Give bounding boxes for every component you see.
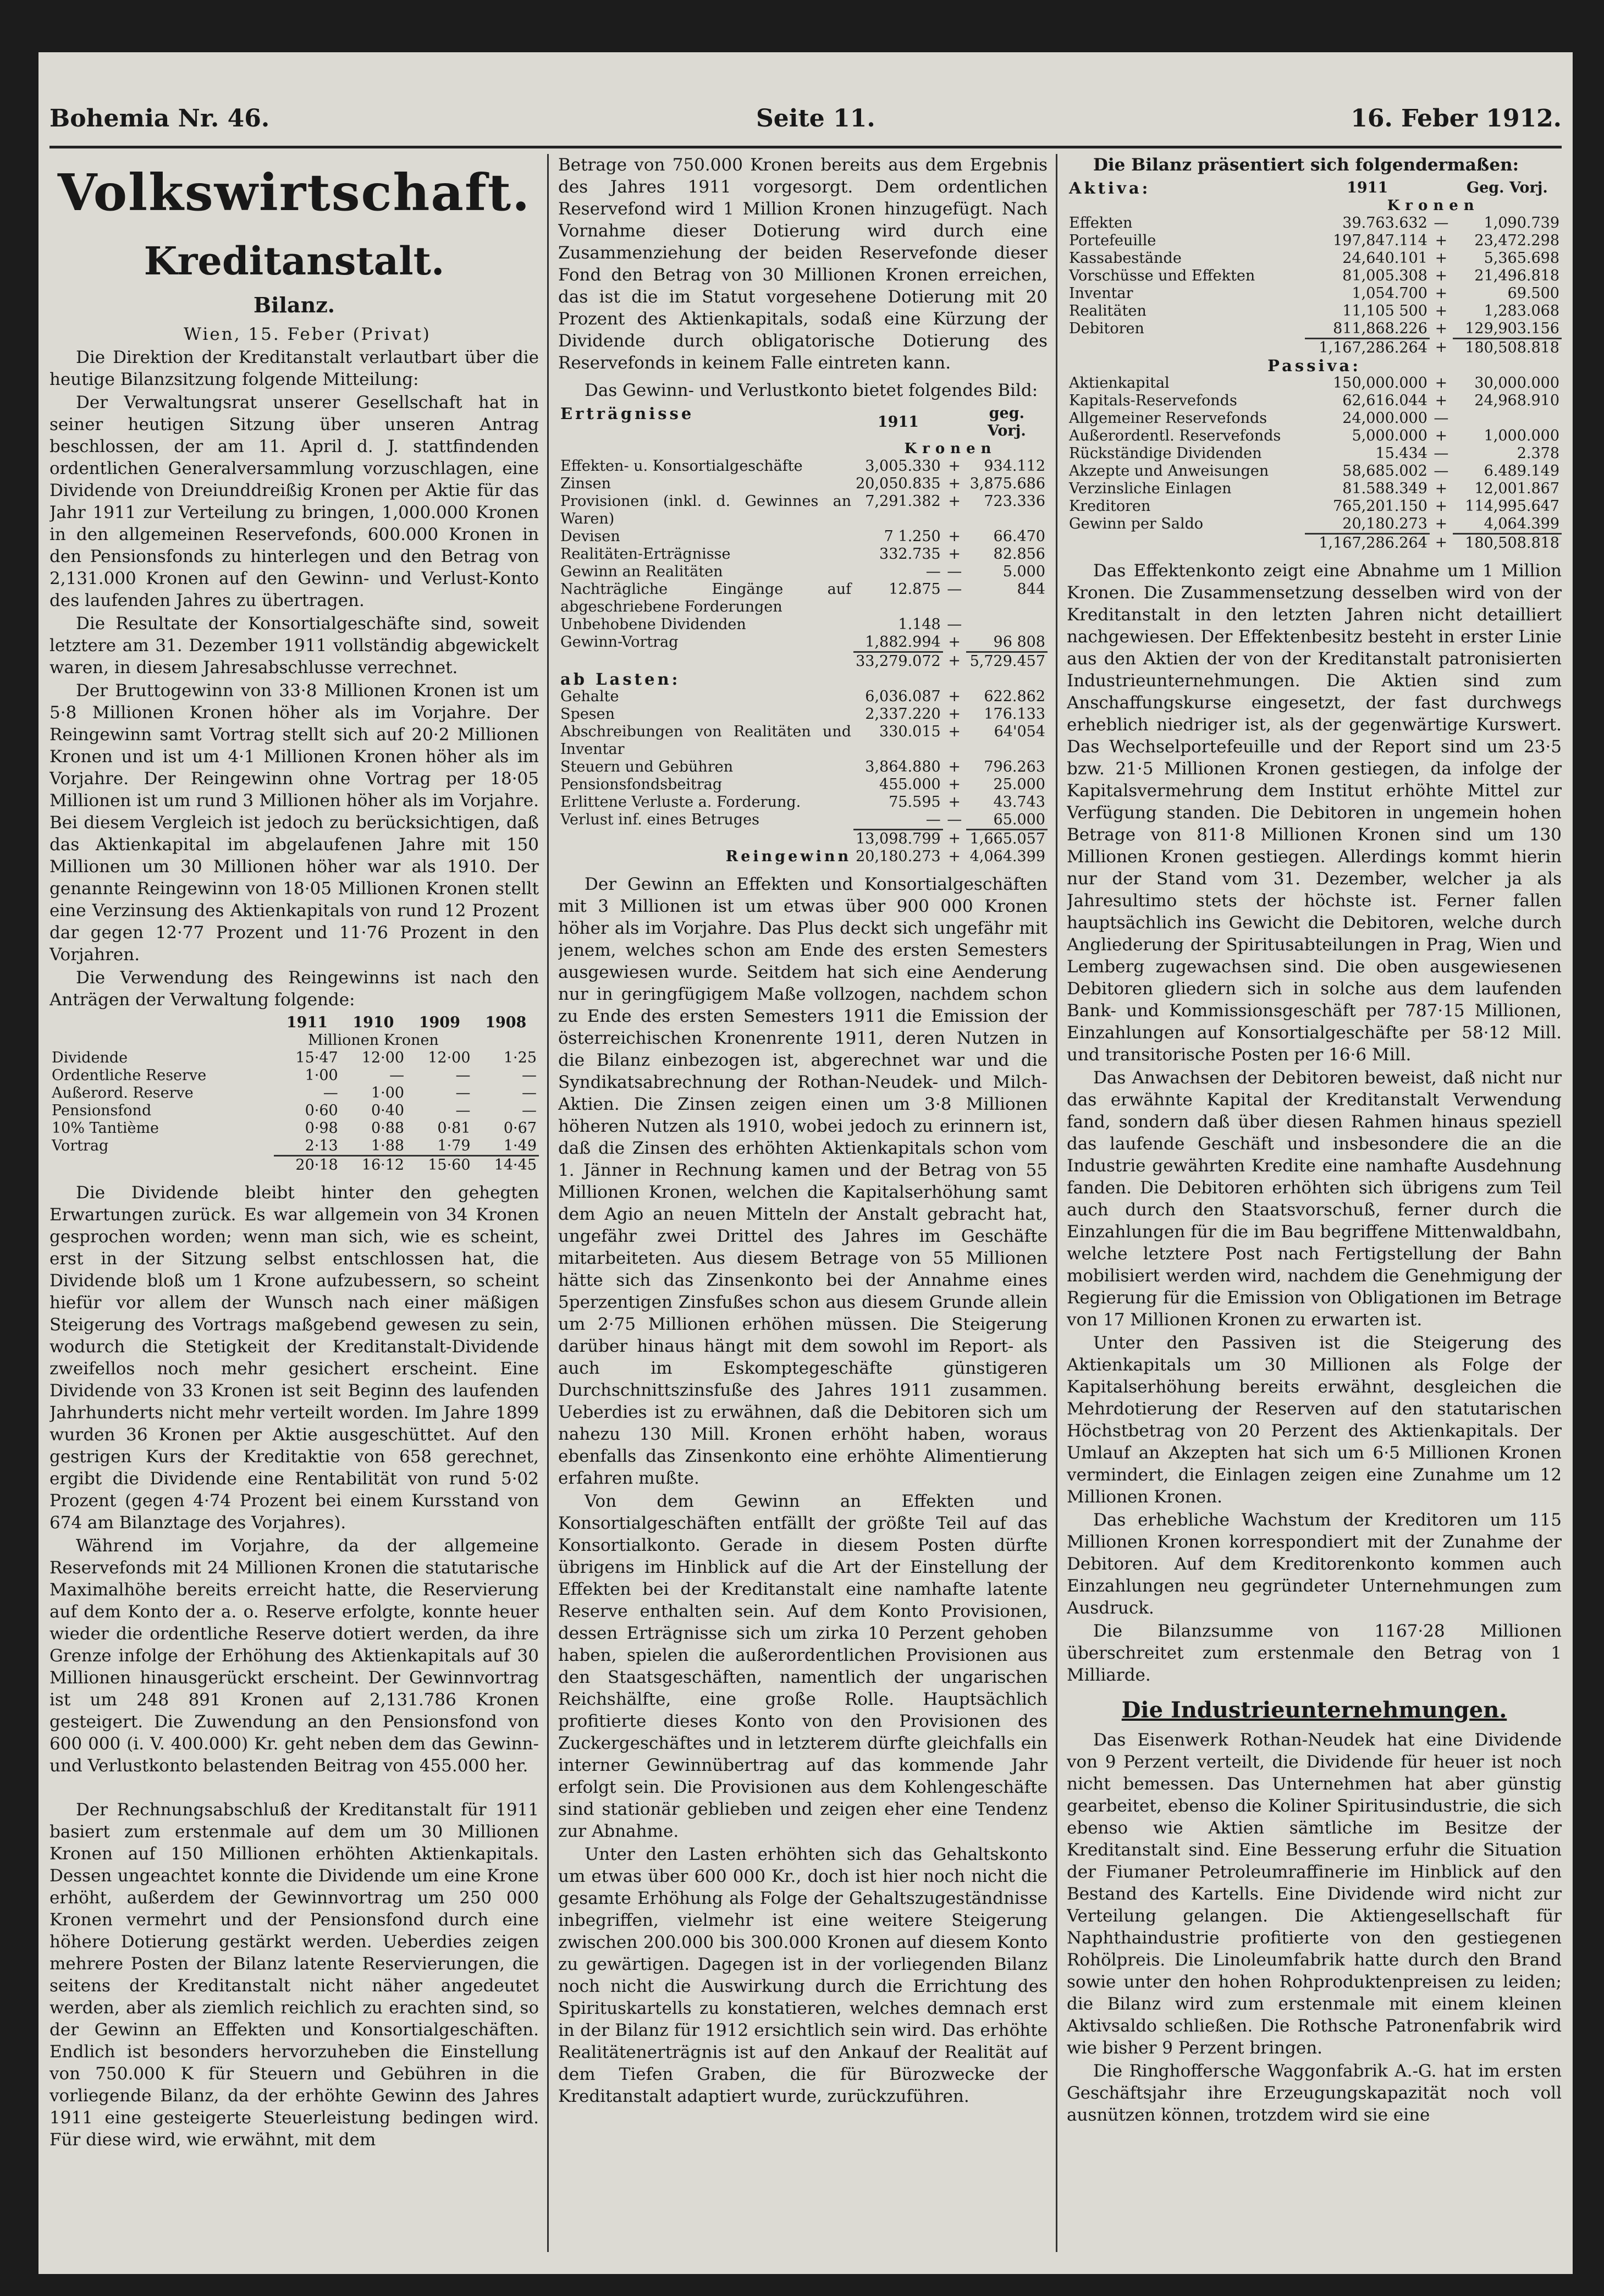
sign-cell: + (948, 776, 961, 793)
table-row (1067, 320, 1562, 339)
value-cell: 0·81 (437, 1120, 471, 1137)
col-header: 1909 (418, 1014, 460, 1031)
table-row (558, 776, 1048, 794)
table-row (1067, 392, 1562, 410)
total-cell: 33,279.072 (853, 652, 943, 671)
value-cell: 81.588.349 (1342, 480, 1427, 497)
table-row (558, 811, 1048, 830)
row-label: 10% Tantième (52, 1120, 159, 1137)
value-cell: — (389, 1067, 405, 1084)
value-cell: 65.000 (993, 811, 1045, 828)
row-label: Erlittene Verluste a. Forderung. (560, 794, 801, 811)
value-cell: 5.000 (1002, 563, 1045, 580)
sign-cell: — (1434, 214, 1449, 232)
col-header: 1908 (485, 1014, 527, 1031)
table-row (49, 1120, 539, 1137)
value-cell: 15·47 (295, 1049, 338, 1066)
page-header (49, 104, 1562, 143)
total-cell: 1,167,286.264 (1305, 534, 1429, 553)
ertraegnisse-label: Erträgnisse (560, 404, 694, 423)
value-cell: 12·00 (361, 1049, 405, 1066)
dateline: Wien, 15. Feber (Privat) (184, 324, 431, 344)
row-label: Vorschüsse und Effekten (1069, 267, 1255, 284)
total-cell: 13,098.799 (853, 830, 943, 849)
row-label: Verzinsliche Einlagen (1069, 480, 1232, 497)
value-cell (966, 616, 1048, 634)
value-cell: 129,903.156 (1465, 320, 1559, 337)
paragraph: Die Ringhoffersche Waggonfabrik A.-G. hat im ersten Geschäftsjahr ihre Erzeugungskapazität noch voll ausnützen können, trotzdem wird sie eine (1067, 2061, 1562, 2125)
sign-cell: + (948, 652, 961, 669)
lasten-label: ab Lasten: (560, 670, 681, 689)
passiva-label: Passiva: (1267, 356, 1361, 375)
value-cell: — (323, 1084, 338, 1102)
value-cell: 21,496.818 (1474, 267, 1559, 284)
value-cell: 3,005.330 (865, 458, 941, 475)
value-cell: 0·88 (371, 1120, 405, 1137)
row-label: Verlust inf. eines Betruges (560, 811, 759, 828)
value-cell: — (925, 811, 941, 828)
value-cell: 11,105 500 (1342, 302, 1427, 320)
value-cell: 3,864.880 (865, 758, 941, 775)
row-label: Pensionsfond (52, 1102, 152, 1119)
value-cell: 1·25 (503, 1049, 537, 1066)
verwendung-table (49, 1014, 539, 1174)
sign-cell: + (1435, 267, 1448, 284)
table-row (1067, 427, 1562, 445)
paragraph: Das Gewinn- und Verlustkonto bietet folgendes Bild: (585, 381, 1038, 400)
paragraph: Das Effektenkonto zeigt eine Abnahme um 1 Million Kronen. Die Zusammensetzung desselben wird von der Kreditanstalt in den letzten Jahren nicht detailliert nachgewiesen. Der Effektenbesitz besteht in erster Linie aus den Aktien der von der Kreditanstalt patronisierten Industrieunternehmungen. Die Aktien sind zum Anschaffungskurse eingesetzt, der fast durchwegs erheblich niedriger ist, als der gegenwärtige Kurswert. Das Wechselportefeuille und der Report sind um 23·5 bzw. 21·5 Millionen Kronen gestiegen, da infolge der Kapitalsvermehrung dem Institut erhöhte Mittel zur Verfügung standen. Die Debitoren in ungemein hohen Betrage von 811·8 Millionen Kronen sind um 130 Millionen Kronen gestiegen. Allerdings kommt hierin nur der Stand vom 31. Dezember, welcher ja als Jahresultimo stets der höchste ist. Ferner fallen hauptsächlich ins Gewicht die Debitoren, welche durch Angliederung der Spiritusabteilungen in Prag, Wien und Lemberg zugewachsen sind. Die oben ausgewiesenen Debitoren gliedern sich in solche aus dem laufenden Bank- und Kommissionsgeschäft per 787·15 Millionen, Einzahlungen auf Konsortialgeschäfte per 58·12 Mill. und transitorische Posten per 16·6 Mill. (1067, 561, 1562, 1065)
table-row (1067, 410, 1562, 427)
paragraph: Die Bilanzsumme von 1167·28 Millionen überschreitet zum erstenmale den Betrag von 1 Milliarde. (1067, 1621, 1562, 1685)
table-row (558, 528, 1048, 546)
value-cell: — (522, 1067, 537, 1084)
value-cell: 24,000.000 (1342, 410, 1427, 427)
sign-cell: — (1434, 410, 1449, 427)
value-cell: 1,283.068 (1484, 302, 1559, 320)
sign-cell: — (947, 563, 962, 580)
row-label: Außerord. Reserve (52, 1084, 194, 1102)
table-row (49, 1067, 539, 1084)
row-label: Dividende (52, 1049, 128, 1066)
sign-cell: + (948, 546, 961, 563)
row-label: Effekten (1069, 214, 1133, 232)
value-cell: 1,054.700 (1352, 285, 1427, 302)
table-row (558, 563, 1048, 581)
value-cell: 330.015 (879, 723, 941, 740)
value-cell: 4,064.399 (1484, 515, 1559, 532)
row-label: Rückständige Dividenden (1069, 445, 1262, 462)
sign-cell: + (1435, 320, 1448, 337)
value-cell: 2.378 (1517, 445, 1559, 462)
industrie-heading: Die Industrieunternehmungen. (1121, 1697, 1507, 1723)
paragraph: Der Gewinn an Effekten und Konsortialgeschäften mit 3 Millionen ist um etwas über 900 000 Kronen höher als im Vorjahre. Das Plus deckt sich ungefähr mit jenem, welches schon am Ende des ersten Semesters ausgewiesen wurde. Seitdem hat sich eine Aenderung nur in geringfügigem Maße vollzogen, nachdem schon zu Ende des ersten Semesters 1911 die Emission der österreichischen Kronenrente 1911, deren Nutzen in die Bilanz einbezogen ist, abgerechnet war und die Syndikatsabrechnung der Rothan-Neudek- und Milch-Aktien. Die Zinsen zeigen einen um 3·8 Millionen höheren Nutzen als 1910, wobei jedoch zu erinnern ist, daß die Zinsen des erhöhten Aktienkapitals schon vom 1. Jänner in Rechnung kamen und der Betrag von 55 Millionen Kronen, welchen die Kapitalserhöhung samt dem Agio an neuen Mitteln der Anstalt gebracht hat, ungefähr zwei Drittel des Jahres im Geschäfte mitarbeiteten. Aus diesem Betrage von 55 Millionen hätte sich das Zinsenkonto bei der Annahme eines 5perzentigen Zinsfußes schon aus diesem Grunde allein um 2·75 Millionen erhöhen müssen. Die Steigerung darüber hinaus hängt mit dem sowohl im Report- als auch im Eskomptegeschäfte günstigeren Durchschnittszinsfuße des Jahres 1911 zusammen. Ueberdies ist zu erwähnen, daß die Debitoren sich um nahezu 130 Mill. Kronen erhöht haben, woraus ebenfalls das Zinsenkonto eine erhöhte Alimentierung erfahren mußte. (558, 874, 1048, 1488)
value-cell: 3,875.686 (969, 475, 1045, 492)
row-label: Vortrag (52, 1137, 109, 1154)
total-cell: 1,167,286.264 (1305, 339, 1429, 357)
row-label: Unbehobene Dividenden (560, 616, 746, 633)
unit-label: Kronen (1387, 197, 1480, 214)
table-row (1067, 285, 1562, 302)
reingewinn-label: Reingewinn (725, 848, 852, 865)
table-row (558, 723, 1048, 758)
paragraph: Unter den Passiven ist die Steigerung des Aktienkapitals um 30 Millionen als Folge der Kapitalserhöhung bereits erwähnt, desgleichen die Mehrdotierung der Reserven auf den statutarischen Höchstbetrag von 20 Perzent des Aktienkapitals. Der Umlauf an Akzepten hat sich um 6·5 Millionen Kronen vermindert, die Einlagen zeigen eine Zunahme um 12 Millionen Kronen. (1067, 1333, 1562, 1507)
value-cell: 455.000 (879, 776, 941, 793)
value-cell: 934.112 (984, 458, 1045, 475)
value-cell: 0·67 (503, 1120, 537, 1137)
column-2 (558, 154, 1048, 2258)
sign-cell: + (1435, 285, 1448, 302)
newspaper-page (38, 52, 1573, 2274)
row-label: Inventar (1069, 285, 1133, 302)
value-cell: 811,868.226 (1333, 320, 1427, 337)
sign-cell: + (948, 634, 961, 651)
value-cell: 5,000.000 (1352, 427, 1427, 444)
value-cell: — (455, 1067, 471, 1084)
value-cell: 723.336 (984, 493, 1045, 510)
value-cell: 15.434 (1375, 445, 1427, 462)
value-cell: 64'054 (994, 723, 1045, 740)
row-label: Portefeuille (1069, 232, 1156, 249)
sign-cell: + (1435, 427, 1448, 444)
column-3 (1067, 154, 1562, 2258)
paragraph: Die Bilanz präsentiert sich folgendermaßen: (1093, 155, 1519, 175)
paragraph: Der Rechnungsabschluß der Kreditanstalt für 1911 basiert zum erstenmale auf dem um 30 Millionen Kronen auf 150 Millionen erhöhten Aktienkapitals. Dessen ungeachtet konnte die Dividende um eine Krone erhöht, außerdem der Gewinnvortrag um 250 000 Kronen vermehrt und der Pensionsfond durch eine höhere Dotierung gestärkt werden. Ueberdies zeigen mehrere Posten der Bilanz latente Reservierungen, die seitens der Kreditanstalt nicht näher angedeutet werden, aber als ziemlich reichlich zu erachten sind, so der Gewinn an Effekten und Konsortialgeschäften. Endlich ist besonders hervorzuheben die Einstellung von 750.000 K für Steuern und Gebühren in die vorliegende Bilanz, da der erhöhte Gewinn des Jahres 1911 eine gesteigerte Steuerleistung bedingen wird. Für diese wird, wie erwähnt, mit dem (49, 1800, 539, 2150)
value-cell: 1·00 (371, 1084, 405, 1102)
table-row (1067, 302, 1562, 320)
table-row (1067, 214, 1562, 232)
value-cell: 1.148 (898, 616, 941, 633)
sign-cell: — (947, 616, 962, 633)
table-row (49, 1137, 539, 1156)
value-cell: 30,000.000 (1474, 375, 1559, 392)
table-row (558, 706, 1048, 723)
header-page-number: Seite 11. (756, 104, 875, 133)
col-header: geg. Vorj. (987, 405, 1026, 439)
table-row (1067, 445, 1562, 462)
value-cell: — (455, 1102, 471, 1119)
table-row (558, 475, 1048, 493)
value-cell: 622.862 (984, 688, 1045, 705)
value-cell: — (925, 563, 941, 580)
table-row (558, 458, 1048, 475)
table-row (558, 546, 1048, 563)
paragraph: Die Verwendung des Reingewinns ist nach den Anträgen der Verwaltung folgende: (49, 968, 539, 1010)
value-cell: 25.000 (993, 776, 1045, 793)
table-row (49, 1084, 539, 1102)
value-cell: 82.856 (993, 546, 1045, 563)
paragraph: Das Anwachsen der Debitoren beweist, daß nicht nur das erwähnte Kapital der Kreditanstalt Verwendung fand, sondern daß über diesen Rahmen hinaus speziell das laufende Geschäft und insbesondere die an die Industrie gewährten Kredite eine namhafte Ausdehnung fanden. Die Debitoren erhöhten sich übrigens zum Teil auch durch den Staatsvorschuß, ferner durch die Einzahlungen für die im Bau begriffene Mittenwaldbahn, welche letztere Post nach Fertigstellung der Bahn mobilisiert werden wird, nachdem die Genehmigung der Regierung für die Emission von Obligationen im Betrage von 17 Millionen Kronen zu erwarten ist. (1067, 1068, 1562, 1330)
column-divider (1056, 154, 1057, 2252)
sign-cell: + (948, 848, 961, 865)
paragraph: Der Bruttogewinn von 33·8 Millionen Kronen ist um 5·8 Millionen Kronen höher als im Vorjahre. Der Reingewinn samt Vortrag stellt sich auf 20·2 Millionen Kronen und ist um 4·1 Millionen Kronen höher als im Vorjahre. Der Reingewinn ohne Vortrag per 18·05 Millionen ist um rund 3 Millionen höher als im Vorjahre. Bei diesem Vergleich ist jedoch zu berücksichtigen, daß das Aktienkapital im abgelaufenen Jahre mit 150 Millionen um 30 Millionen höher war als 1910. Der genannte Reingewinn von 18·05 Millionen Kronen stellt eine Verzinsung des Aktienkapitals von rund 12 Prozent dar gegen 12·77 Prozent und 11·76 Prozent in den Vorjahren. (49, 681, 539, 965)
total-cell: 14·45 (473, 1156, 539, 1175)
row-label: Aktienkapital (1069, 375, 1170, 392)
total-cell: 15·60 (406, 1156, 472, 1175)
sign-cell: + (1435, 533, 1448, 551)
paragraph: Der Verwaltungsrat unserer Gesellschaft hat in seiner heutigen Sitzung über unseren Antrag beschlossen, der am 11. April d. J. stattfindenden ordentlichen Generalversammlung vorzuschlagen, eine Dividende von Dreiunddreißig Kronen per Aktie für das Jahr 1911 zur Verteilung zu bringen, 1,000.000 Kronen in den allgemeinen Reservefonds, 600.000 Kronen in den Pensionsfonds zu hinterlegen und den Betrag von 2,131.000 Kronen auf den Gewinn- und Verlust-Konto des laufenden Jahres zu übertragen. (49, 393, 539, 610)
paragraph: Das Eisenwerk Rothan-Neudek hat eine Dividende von 9 Perzent verteilt, die Dividende für heuer ist noch nicht bemessen. Das Unternehmen hat aber günstig gearbeitet, ebenso die Koliner Spiritusindustrie, die sich ebenso wie Aktien sämtliche im Besitze der Kreditanstalt sind. Eine Besserung erfuhr die Situation der Fiumaner Petroleumraffinerie im Hinblick auf den Bestand des Kartells. Eine Dividende wird nicht zur Verteilung gelangen. Die Aktiengesellschaft für Naphthaindustrie profitierte von den gestiegenen Rohölpreis. Die Linoleumfabrik hatte durch den Brand sowie unter den hohen Rohproduktenpreisen zu leiden; die Bilanz wird zum erstenmale mit einem kleinen Aktivsaldo schließen. Die Rothsche Patronenfabrik wird wie bisher 9 Perzent bringen. (1067, 1730, 1562, 2058)
header-date: 16. Feber 1912. (1351, 104, 1562, 133)
sign-cell: + (948, 528, 961, 545)
value-cell: 39.763.632 (1342, 214, 1427, 232)
value-cell: 12,001.867 (1474, 480, 1559, 497)
sign-cell: — (947, 811, 962, 828)
row-label: Devisen (560, 528, 620, 545)
row-label: Außerordentl. Reservefonds (1069, 427, 1281, 444)
sign-cell: + (948, 706, 961, 723)
value-cell: 765,201.150 (1333, 498, 1427, 515)
row-label: Allgemeiner Reservefonds (1069, 410, 1267, 427)
row-label: Gewinn per Saldo (1069, 515, 1204, 532)
row-label: Provisionen (inkl. d. Gewinnes an Waren) (560, 493, 852, 527)
value-cell: — (455, 1084, 471, 1102)
value-cell: 1,882.994 (865, 634, 941, 651)
value-cell: 2,337.220 (865, 706, 941, 723)
value-cell: 7 1.250 (884, 528, 941, 545)
row-label: Realitäten-Erträgnisse (560, 546, 731, 563)
sign-cell: — (1434, 462, 1449, 480)
row-label: Gewinn an Realitäten (560, 563, 723, 580)
paragraph: Das erhebliche Wachstum der Kreditoren um 115 Millionen Kronen korrespondiert mit der Zunahme der Debitoren. Auf dem Kreditorenkonto kommen auch Einzahlungen neu gegründeter Unternehmungen zum Ausdruck. (1067, 1510, 1562, 1618)
table-row (49, 1102, 539, 1120)
value-cell (1453, 410, 1562, 427)
table-row (1067, 498, 1562, 515)
column-divider (547, 154, 549, 2252)
value-cell: 332.735 (879, 546, 941, 563)
table-row (1067, 375, 1562, 392)
value-cell: 1·49 (503, 1137, 537, 1154)
col-header: Geg. Vorj. (1467, 179, 1548, 196)
value-cell: 20,050.835 (856, 475, 941, 492)
paragraph: Während im Vorjahre, da der allgemeine Reservefonds mit 24 Millionen Kronen die statutarische Maximalhöhe bereits erreicht hatte, die Reservierung auf dem Konto der a. o. Reserve erfolgte, konnte heuer wieder die ordentliche Reserve dotiert werden, da ihre Grenze infolge der Erhöhung des Aktienkapitals auf 30 Millionen hinausgerückt erscheint. Der Gewinnvortrag ist um 248 891 Kronen auf 2,131.786 Kronen gesteigert. Die Zuwendung an den Pensionsfond von 600 000 (i. V. 400.000) Kr. geht neben dem das Gewinn- und Verlustkonto belastenden Beitrag von 455.000 her. (49, 1536, 539, 1776)
sign-cell: + (948, 493, 961, 510)
value-cell: 0·40 (371, 1102, 405, 1119)
value-cell: 114,995.647 (1465, 498, 1559, 515)
header-issue: Bohemia Nr. 46. (49, 104, 270, 133)
table-row (1067, 232, 1562, 250)
value-cell: 96 808 (993, 634, 1045, 651)
paragraph: Die Direktion der Kreditanstalt verlautbart über die heutige Bilanzsitzung folgende Mitteilung: (49, 348, 539, 389)
reingewinn-value: 20,180.273 (856, 848, 941, 865)
sign-cell: + (948, 758, 961, 775)
sign-cell: + (948, 829, 961, 847)
article-subtitle: Bilanz. (253, 293, 335, 317)
row-label: Kapitals-Reservefonds (1069, 392, 1237, 409)
value-cell: 0·60 (305, 1102, 338, 1119)
table-row (558, 688, 1048, 706)
table-row (1067, 462, 1562, 480)
paragraph: Die Dividende bleibt hinter den gehegten Erwartungen zurück. Es war allgemein von 34 Kronen gesprochen worden; wenn man sich, wie es scheint, erst in der Sitzung selbst entschlossen hat, die Dividende bloß um 1 Krone aufzubessern, so scheint hiefür vor allem der Wunsch nach einer mäßigen Steigerung des Vortrags maßgebend gewesen zu sein, wodurch die Stetigkeit der Kreditanstalt-Dividende zweifellos noch mehr gesichert erscheint. Eine Dividende von 33 Kronen ist seit Beginn des laufenden Jahrhunderts nicht mehr verteilt worden. Im Jahre 1899 wurden 36 Kronen per Aktie ausgeschüttet. Auf den gestrigen Kurs der Kreditaktie von 658 gerechnet, ergibt die Dividende eine Rentabilität von rund 5·02 Prozent (gegen 4·74 Prozent bei einem Kursstand von 674 am Bilanztage des Vorjahres). (49, 1183, 539, 1533)
row-label: Gehalte (560, 688, 619, 705)
sign-cell: + (1435, 498, 1448, 515)
table-row (558, 616, 1048, 634)
col-header: 1911 (1347, 179, 1388, 196)
value-cell: 6,036.087 (865, 688, 941, 705)
sign-cell: + (1435, 232, 1448, 249)
table-row (1067, 250, 1562, 267)
total-cell: 180,508.818 (1453, 534, 1562, 553)
value-cell: 1·88 (371, 1137, 405, 1154)
row-label: Kreditoren (1069, 498, 1151, 515)
value-cell: 796.263 (984, 758, 1045, 775)
table-row (558, 758, 1048, 776)
row-label: Gewinn-Vortrag (560, 634, 679, 651)
sign-cell: + (1435, 480, 1448, 497)
sign-cell: + (1435, 375, 1448, 392)
value-cell: 7,291.382 (865, 493, 941, 510)
paragraph: Betrage von 750.000 Kronen bereits aus dem Ergebnis des Jahres 1911 vorgesorgt. Dem ordentlichen Reservefond wird 1 Million Kronen hinzugefügt. Nach Vornahme dieser Dotierung wird durch eine Zusammenziehung der beiden Reservefonde dieser Fond den Betrag von 30 Millionen Kronen erreichen, das ist die im Statut vorgesehene Dotierung mit 20 Prozent des Aktienkapitals, sodaß eine Kürzung der Dividende durch obligatorische Dotierung des Reservefonds in keinem Falle eintreten kann. (558, 155, 1048, 373)
table-row (558, 581, 1048, 616)
sign-cell: + (1435, 302, 1448, 320)
value-cell: 150,000.000 (1333, 375, 1427, 392)
value-cell: 2·13 (305, 1137, 338, 1154)
value-cell: 69.500 (1507, 285, 1559, 302)
col-header: 1910 (352, 1014, 394, 1031)
row-label: Ordentliche Reserve (52, 1067, 207, 1084)
table-row (558, 794, 1048, 811)
row-label: Abschreibungen von Realitäten und Inventar (560, 723, 852, 758)
sign-cell: — (947, 581, 962, 598)
article-title: Kreditanstalt. (144, 238, 445, 284)
row-label: Steuern und Gebühren (560, 758, 734, 775)
row-label: Zinsen (560, 475, 611, 492)
row-label: Effekten- u. Konsortialgeschäfte (560, 458, 803, 475)
section-title: Volkswirtschaft. (57, 163, 531, 222)
value-cell: 58,685.002 (1342, 462, 1427, 480)
table-row (1067, 267, 1562, 285)
header-rule (49, 146, 1562, 148)
total-cell: 16·12 (340, 1156, 406, 1175)
unit-label: Kronen (904, 441, 997, 457)
row-label: Debitoren (1069, 320, 1144, 337)
value-cell: 1·79 (437, 1137, 471, 1154)
total-cell: 180,508.818 (1453, 339, 1562, 357)
unit-label: Millionen Kronen (307, 1032, 439, 1049)
value-cell: 5,365.698 (1484, 250, 1559, 267)
bilanz-table (1067, 179, 1562, 552)
value-cell: 43.743 (993, 794, 1045, 811)
gewinn-verlust-table (558, 405, 1048, 866)
value-cell: 24,968.910 (1474, 392, 1559, 409)
row-label: Nachträgliche Eingänge auf abgeschriebene Forderungen (560, 581, 852, 615)
value-cell: 23,472.298 (1474, 232, 1559, 249)
row-label: Realitäten (1069, 302, 1146, 320)
value-cell: 66.470 (993, 528, 1045, 545)
sign-cell: + (948, 794, 961, 811)
sign-cell: + (1435, 250, 1448, 267)
row-label: Pensionsfondsbeitrag (560, 776, 723, 793)
value-cell: 75.595 (889, 794, 941, 811)
sign-cell: + (1435, 392, 1448, 409)
table-row (1067, 480, 1562, 498)
value-cell: 176.133 (984, 706, 1045, 723)
total-cell: 5,729.457 (966, 652, 1048, 671)
total-cell: 20·18 (274, 1156, 340, 1175)
total-cell: 1,665.057 (966, 830, 1048, 849)
aktiva-label: Aktiva: (1069, 179, 1151, 197)
value-cell: — (522, 1102, 537, 1119)
value-cell: 1·00 (305, 1067, 338, 1084)
col-header: 1911 (286, 1014, 328, 1031)
value-cell: 1,000.000 (1484, 427, 1559, 444)
value-cell: 20,180.273 (1342, 515, 1427, 532)
paragraph: Unter den Lasten erhöhten sich das Gehaltskonto um etwas über 600 000 Kr., doch ist hier noch nicht die gesamte Erhöhung als Folge der Gehaltszugeständnisse inbegriffen, vielmehr ist eine weitere Steigerung zwischen 200.000 bis 300.000 Kronen auf diesem Konto zu gewärtigen. Dagegen ist in der vorliegenden Bilanz noch nicht die Auswirkung durch die Errichtung des Spirituskartells zu konstatieren, welches demnach erst in der Bilanz für 1912 ersichtlich sein wird. Das erhöhte Realitätenerträgnis ist auf den Ankauf der Realität auf dem Tiefen Graben, die für Bürozwecke der Kreditanstalt adaptiert wurde, zurückzuführen. (558, 1844, 1048, 2106)
value-cell: 24,640.101 (1342, 250, 1427, 267)
row-label: Akzepte und Anweisungen (1069, 462, 1269, 480)
table-row (558, 634, 1048, 652)
col-header: 1911 (877, 414, 919, 431)
value-cell: 197,847.114 (1333, 232, 1427, 249)
reingewinn-change: 4,064.399 (969, 848, 1045, 865)
table-row (49, 1049, 539, 1067)
value-cell: — (522, 1084, 537, 1102)
table-row (1067, 515, 1562, 534)
value-cell: 844 (1017, 581, 1045, 598)
paragraph: Die Resultate der Konsortialgeschäfte sind, soweit letztere am 31. Dezember 1911 vollständig abgewickelt waren, in diesem Jahresabschlusse verrechnet. (49, 614, 539, 678)
column-1 (49, 154, 539, 2258)
value-cell: 62,616.044 (1342, 392, 1427, 409)
value-cell: 0·98 (305, 1120, 338, 1137)
table-row (558, 493, 1048, 528)
sign-cell: + (948, 688, 961, 705)
value-cell: 12.875 (889, 581, 941, 598)
value-cell: 81,005.308 (1342, 267, 1427, 284)
sign-cell: + (948, 458, 961, 475)
paragraph: Von dem Gewinn an Effekten und Konsortialgeschäften entfällt der größte Teil auf das Konsortialkonto. Gerade in diesem Posten dürfte übrigens im Hinblick auf die Art der Einstellung der Effekten bei der Kreditanstalt eine namhafte latente Reserve enthalten sein. Auf dem Konto Provisionen, dessen Erträgnisse sich um zirka 10 Perzent gehoben haben, spielen die außerordentlichen Provisionen aus den Staatsgeschäften, namentlich der ungarischen Reichshälfte, eine große Rolle. Hauptsächlich profitierte dieses Konto von den Provisionen des Zuckergeschäftes und in letzterem dürfte gleichfalls ein interner Gewinnübertrag auf das kommende Jahr erfolgt sein. Die Provisionen aus dem Kohlengeschäfte sind stationär geblieben und zeigen eher eine Tendenz zur Abnahme. (558, 1491, 1048, 1841)
sign-cell: — (1434, 445, 1449, 462)
value-cell: 1,090.739 (1484, 214, 1559, 232)
sign-cell: + (948, 723, 961, 740)
sign-cell: + (1435, 515, 1448, 532)
row-label: Kassabestände (1069, 250, 1182, 267)
sign-cell: + (948, 475, 961, 492)
value-cell: 6.489.149 (1484, 462, 1559, 480)
value-cell: 12·00 (428, 1049, 471, 1066)
sign-cell: + (1435, 338, 1448, 356)
row-label: Spesen (560, 706, 615, 723)
